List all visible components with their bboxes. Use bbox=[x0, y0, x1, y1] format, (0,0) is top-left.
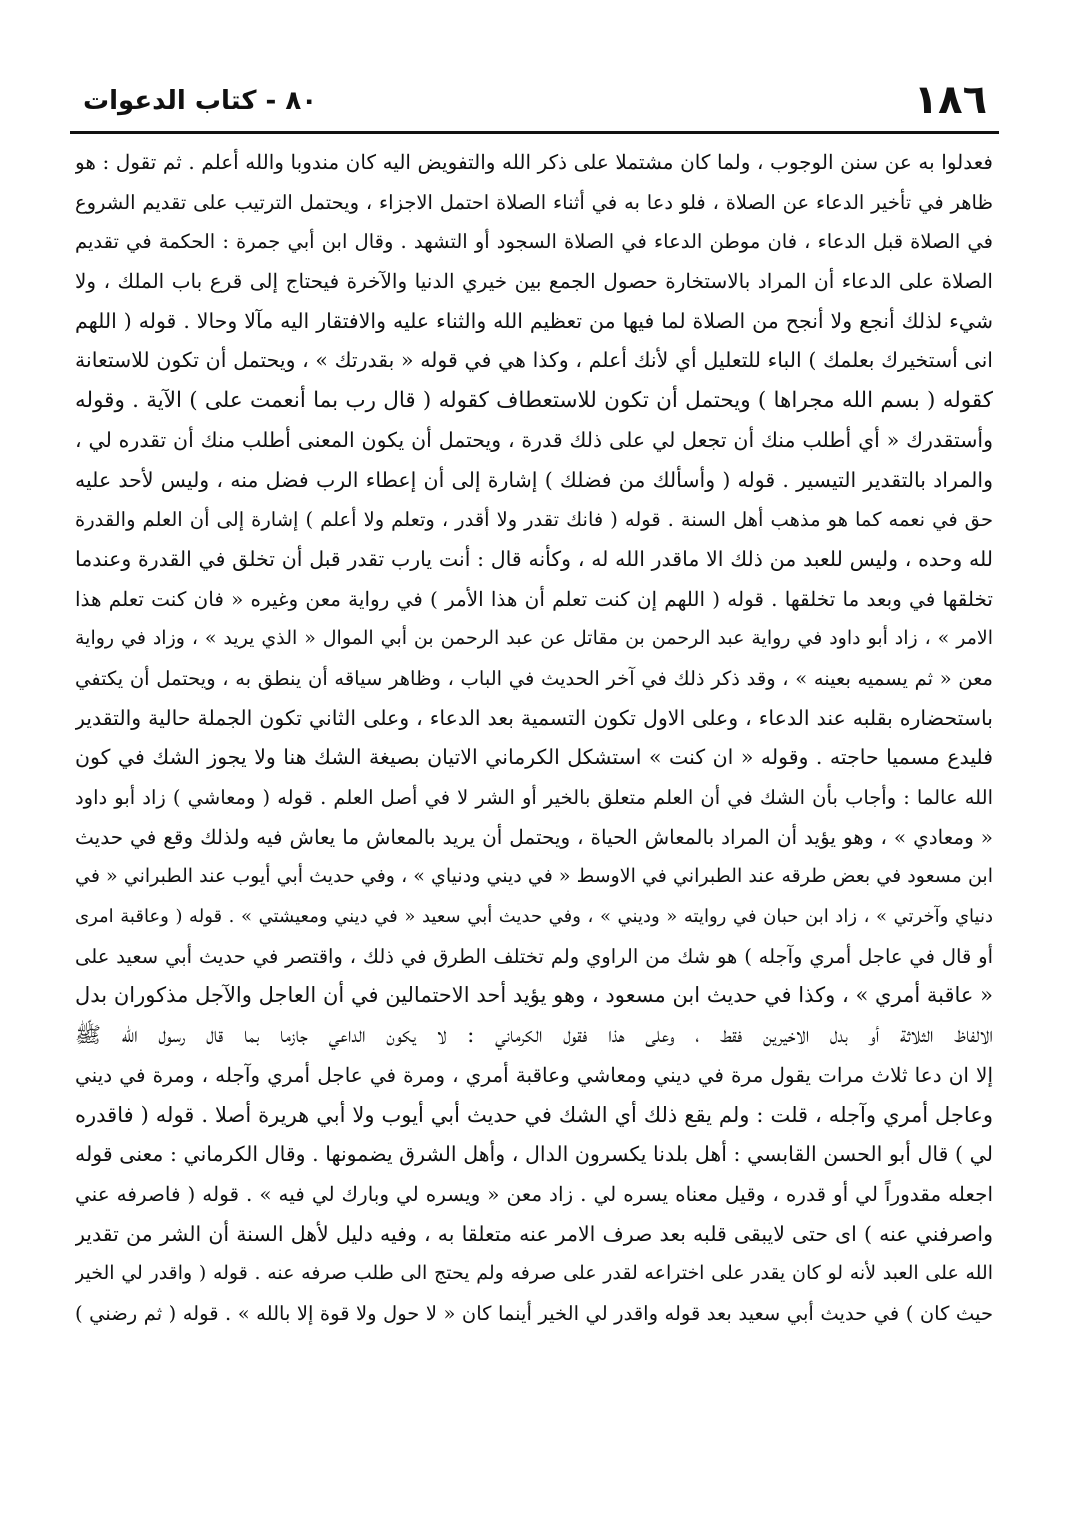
page-header bbox=[75, 78, 993, 128]
text-line: ابن مسعود في بعض طرقه عند الطبراني في الاوسط « في ديني ودنياي » ، وفي حديث أبي أيوب عند الطبراني « في bbox=[75, 865, 993, 888]
text-line: « عاقبة أمري » ، وكذا في حديث ابن مسعود ، وهو يؤيد أحد الاحتمالين في أن العاجل والآجل مذكوران بدل bbox=[75, 983, 993, 1008]
text-line: باستحضاره بقلبه عند الدعاء ، وعلى الاول تكون التسمية بعد الدعاء ، وعلى الثاني تكون الجملة حالية والتقدير bbox=[75, 705, 993, 730]
text-line: وأستقدرك « أي أطلب منك أن تجعل لي على ذلك قدرة ، ويحتمل أن يكون المعنى أطلب منك أن تقدره لي ، bbox=[75, 427, 993, 452]
text-line: « ومعادي » ، وهو يؤيد أن المراد بالمعاش الحياة ، ويحتمل أن يريد بالمعاش ما يعاش فيه ولذلك وقع في حديث bbox=[75, 824, 993, 849]
text-line: الله على العبد لأنه لو كان يقدر على اختراعه لقدر على صرفه ولم يحتج الى طلب صرفه عنه . قوله ( واقدر لي الخير bbox=[75, 1262, 993, 1285]
text-line: والمراد بالتقدير التيسير . قوله ( وأسألك من فضلك ) إشارة إلى أن إعطاء الرب فضل منه ، وليس لأحد عليه bbox=[75, 467, 993, 492]
text-line: لله وحده ، وليس للعبد من ذلك الا ماقدر الله له ، وكأنه قال : أنت يارب تقدر قبل أن تخلق في القدرة وعندما bbox=[75, 546, 993, 571]
text-line: إلا ان دعا ثلاث مرات يقول مرة في ديني ومعاشي وعاقبة أمري ، ومرة في عاجل أمري وآجله ، ومرة في ديني bbox=[75, 1062, 993, 1087]
header-rule bbox=[70, 131, 999, 134]
text-line: معن « ثم يسميه بعينه » ، وقد ذكر ذلك في آخر الحديث في الباب ، وظاهر سياقه أن ينطق به ، ويحتمل أن يكتفي bbox=[75, 666, 993, 690]
text-line: وعاجل أمري وآجله ، قلت : ولم يقع ذلك أي الشك في حديث أبي أيوب ولا أبي هريرة أصلا . قوله ( فاقدره bbox=[75, 1102, 993, 1127]
body-text bbox=[75, 143, 993, 1334]
text-line: أو قال في عاجل أمري وآجله ) هو شك من الراوي ولم تختلف الطرق في ذلك ، واقتصر في حديث أبي سعيد على bbox=[75, 944, 993, 968]
page-number: ١٨٦ bbox=[913, 77, 987, 123]
text-line: حيث كان ) في حديث أبي سعيد بعد قوله واقدر لي الخير أينما كان « لا حول ولا قوة إلا بالله » . قوله ( ثم رضني ) bbox=[75, 1301, 993, 1325]
text-line: الله عالما : وأجاب بأن الشك في أن العلم متعلق بالخير أو الشر لا في أصل العلم . قوله ( ومعاشي ) زاد أبو داود bbox=[75, 786, 993, 809]
text-line: الصلاة على الدعاء أن المراد بالاستخارة حصول الجمع بين خيري الدنيا والآخرة فيحتاج إلى قرع باب الملك ، ولا bbox=[75, 269, 993, 294]
text-line: انى أستخيرك بعلمك ) الباء للتعليل أي لأنك أعلم ، وكذا هي في قوله « بقدرتك » ، ويحتمل أن تكون للاستعانة bbox=[75, 348, 993, 373]
text-line: فليدع مسميا حاجته . وقوله « ان كنت » استشكل الكرماني الاتيان بصيغة الشك هنا ولا يجوز الشك في كون bbox=[75, 745, 993, 770]
text-line: دنياي وآخرتي » ، زاد ابن حبان في روايته « وديني » ، وفي حديث أبي سعيد « في ديني ومعيشتي » . قوله ( وعاقبة امرى bbox=[75, 906, 993, 928]
text-line: واصرفني عنه ) اى حتى لايبقى قلبه بعد صرف الامر عنه متعلقا به ، وفيه دليل لأهل السنة أن الشر من تقدير bbox=[75, 1221, 993, 1246]
text-line: كقوله ( بسم الله مجراها ) ويحتمل أن تكون للاستعطاف كقوله ( قال رب بما أنعمت على ) الآية . وقوله bbox=[75, 388, 993, 414]
text-line: الامر » ، زاد أبو داود في رواية عبد الرحمن بن مقاتل عن عبد الرحمن بن أبي الموال « الذي يريد » ، وزاد في رواية bbox=[75, 627, 993, 650]
text-line: تخلقها في وبعد ما تخلقها . قوله ( اللهم إن كنت تعلم أن هذا الأمر ) في رواية معن وغيره « فان كنت تعلم هذا bbox=[75, 586, 993, 611]
running-title: ٨٠ - كتاب الدعوات bbox=[83, 86, 318, 116]
text-line: ظاهر في تأخير الدعاء عن الصلاة ، فلو دعا به في أثناء الصلاة احتمل الاجزاء ، ويحتمل الترتيب على تقديم الشروع bbox=[75, 190, 993, 214]
text-line: اجعله مقدوراً لي أو قدره ، وقيل معناه يسره لي . زاد معن « ويسره لي وبارك لي فيه » . قوله ( فاصرفه عني bbox=[75, 1181, 993, 1206]
text-line: الالفاظ الثلاثة أو بدل الاخيرين فقط ، وعلى هذا فقول الكرماني : لا يكون الداعي جازما بما قال رسول الله ﷺ bbox=[75, 1023, 993, 1049]
text-line: في الصلاة قبل الدعاء ، فان موطن الدعاء في الصلاة السجود أو التشهد . وقال ابن أبي جمرة : الحكمة في تقديم bbox=[75, 230, 993, 254]
text-line: شيء لذلك أنجع ولا أنجح من الصلاة لما فيها من تعظيم الله والثناء عليه والافتقار اليه مآلا وحالا . قوله ( اللهم bbox=[75, 308, 993, 333]
text-line: فعدلوا به عن سنن الوجوب ، ولما كان مشتملا على ذكر الله والتفويض اليه كان مندوبا والله أعلم . ثم تقول : هو bbox=[75, 150, 993, 174]
text-line: لي ) قال أبو الحسن القابسي : أهل بلدنا يكسرون الدال ، وأهل الشرق يضمونها . وقال الكرماني : معنى قوله bbox=[75, 1142, 993, 1167]
text-line: حق في نعمه كما هو مذهب أهل السنة . قوله ( فانك تقدر ولا أقدر ، وتعلم ولا أعلم ) إشارة إلى أن العلم والقدرة bbox=[75, 508, 993, 532]
